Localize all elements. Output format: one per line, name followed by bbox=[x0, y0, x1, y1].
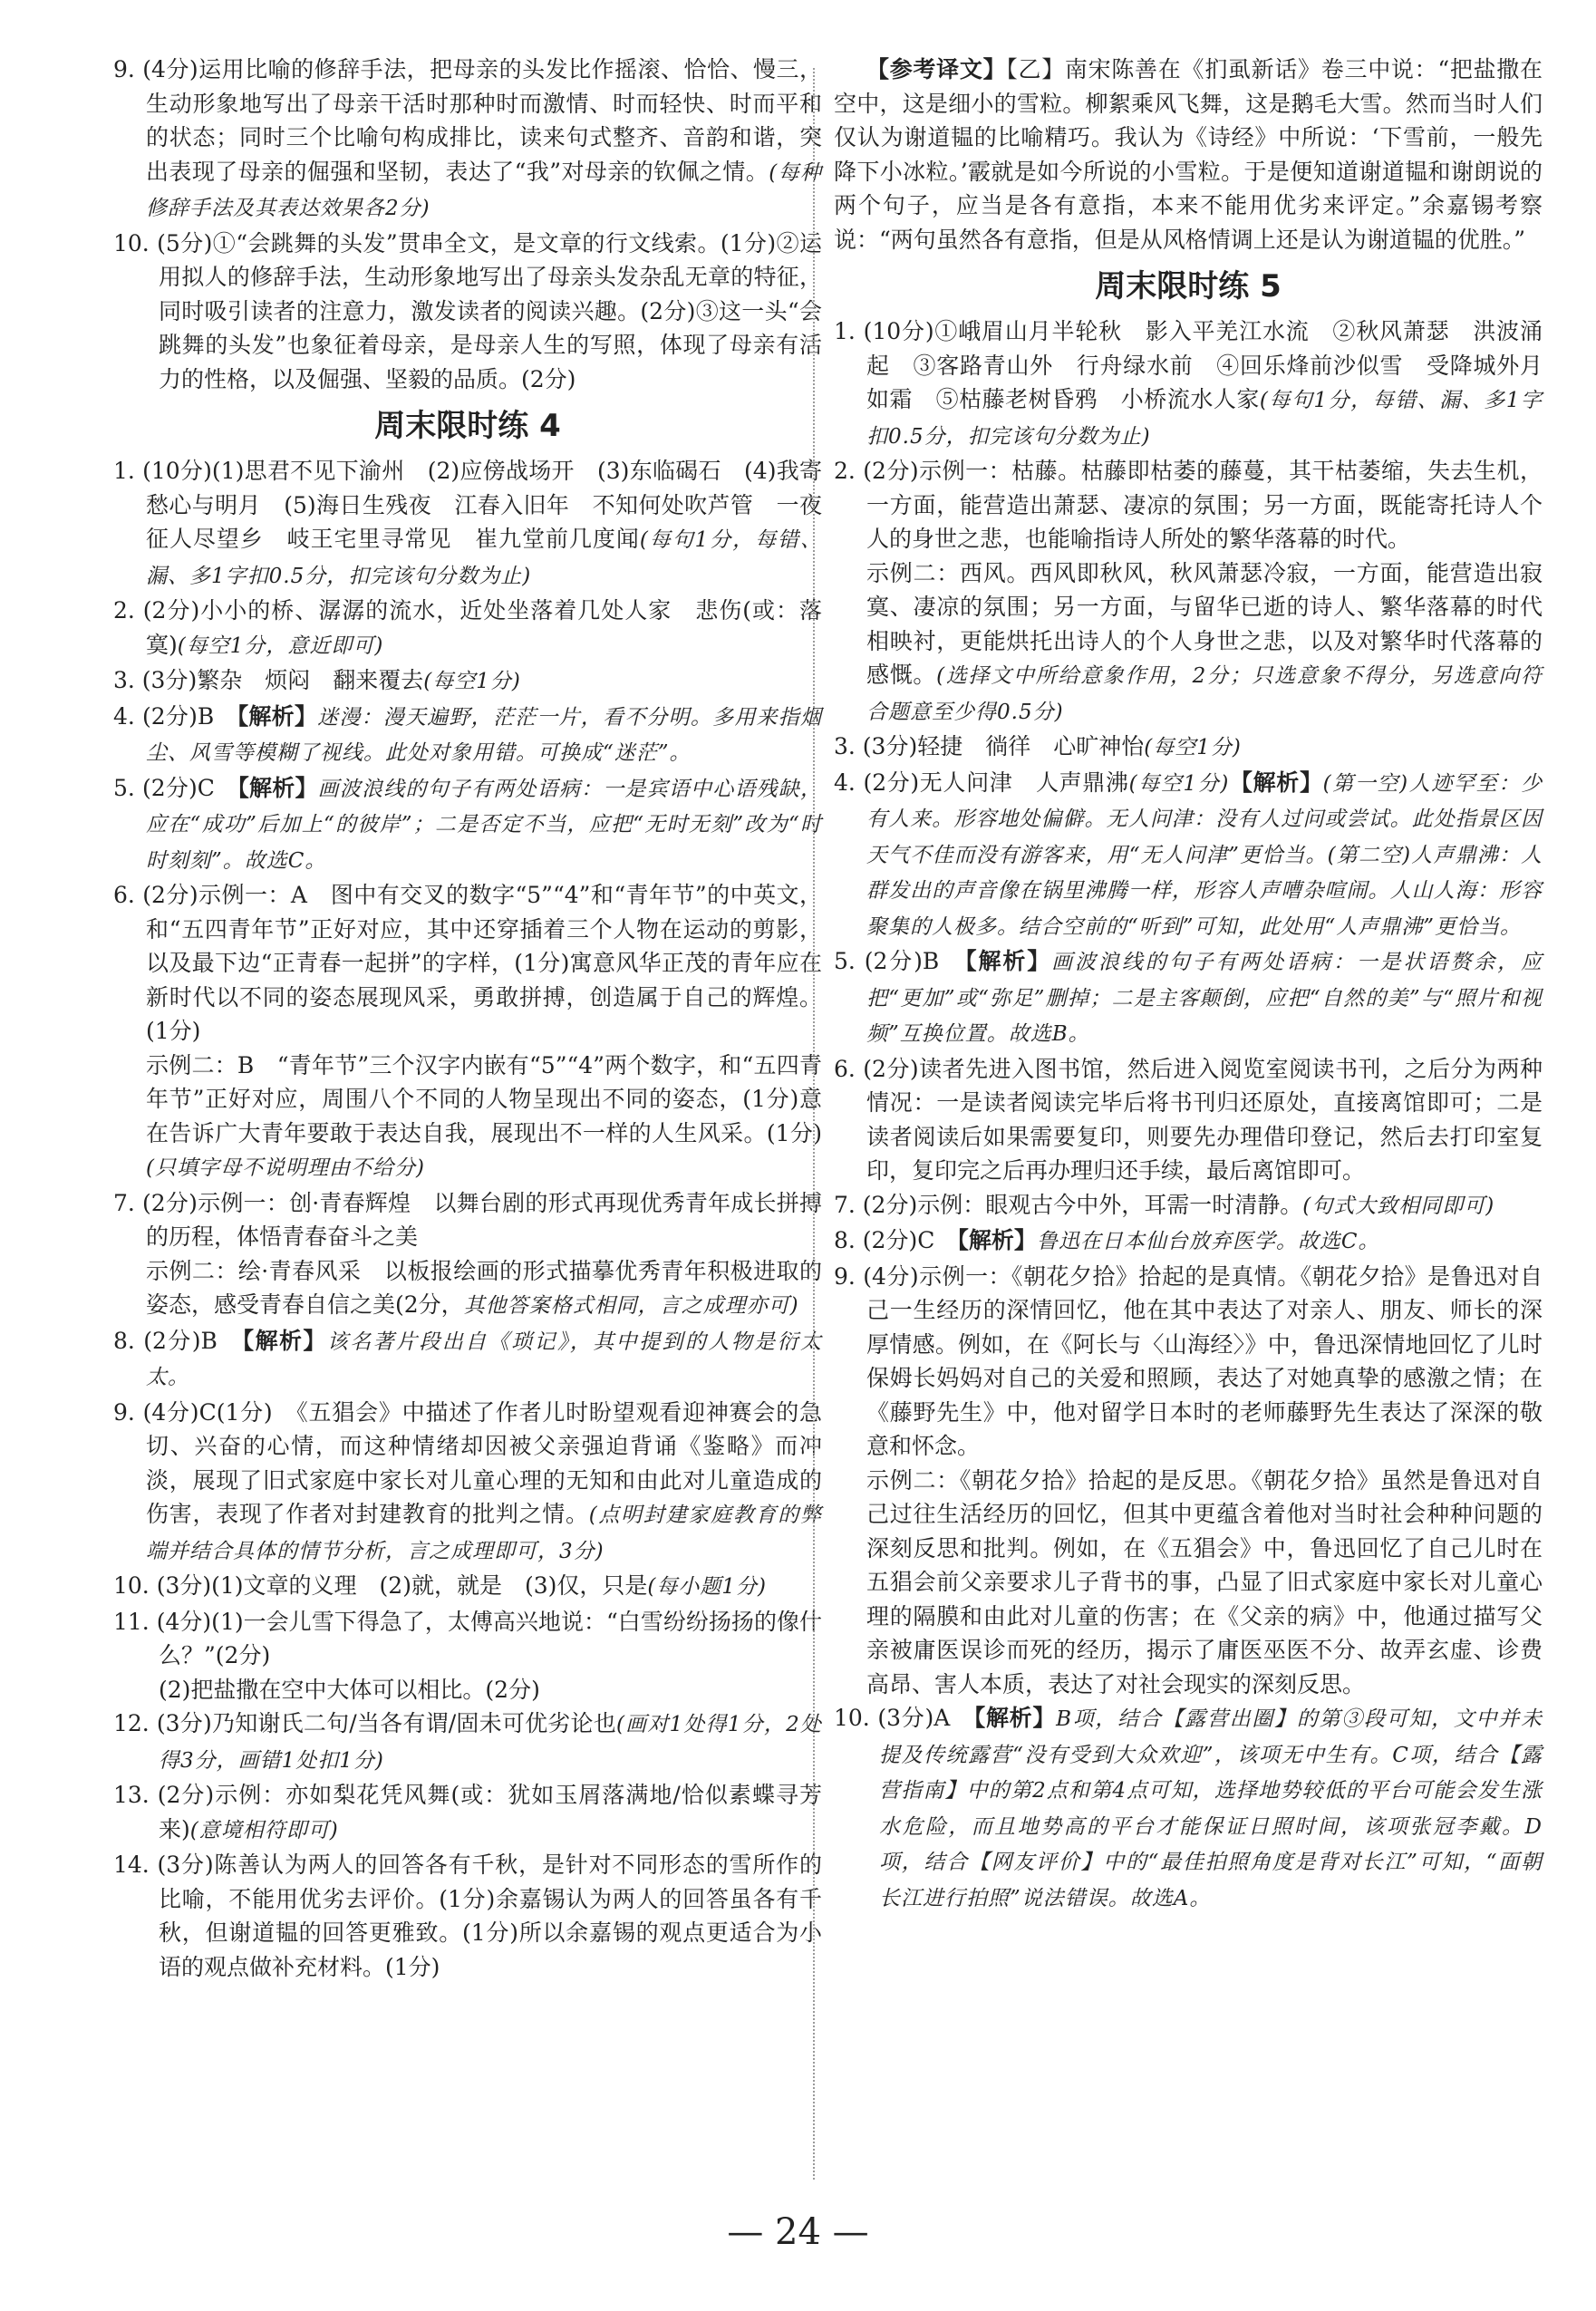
answer-item: 12. (3分)乃知谢氏二句/当各有谓/固未可优劣论也(画对1处得1分，2处得3分，画错1处扣1分) bbox=[113, 1710, 822, 1773]
answer-item: 2. (2分)小小的桥、潺潺的流水，近处坐落着几处人家 悲伤(或：落寞)(每空1分，意近即可) bbox=[113, 597, 822, 658]
section-title: 周末限时练 5 bbox=[1095, 268, 1282, 305]
answer-item: 6. (2分)读者先进入图书馆，然后进入阅览室阅读书刊，之后分为两种情况：一是读者阅读完毕后将书刊归还原处，直接离馆即可；二是读者阅读后如果需要复印，则要先办理借印登记，然后去打印室复印，复印完之后再办理归还手续，最后离馆即可。 bbox=[834, 1055, 1543, 1184]
answer-item: 10. (3分)A 【解析】B项，结合【露营出圈】的第③段可知，文中并未提及传统露营“没有受到大众欢迎”，该项无中生有。C项，结合【露营指南】中的第2点和第4点可知，选择地势较低的平台可能会发生涨水危险，而且地势高的平台才能保证日照时间，该项张冠李戴。D项，结合【网友评价】中的“最佳拍照角度是背对长江”可知，“面朝长江进行拍照”说法错误。故选A。 bbox=[834, 1705, 1543, 1910]
answer-item: 6. (2分)示例一：A 图中有交叉的数字“5”“4”和“青年节”的中英文，和“五四青年节”正好对应，其中还穿插着三个人物在运动的剪影，以及最下边“正青春一起拼”的字样，(1分)寓意风华正茂的青年应在新时代以不同的姿态展现风采，勇敢拼搏，创造属于自己的辉煌。(1分) bbox=[113, 882, 822, 1044]
left-column bbox=[113, 53, 822, 1984]
answer-continuation: (2)把盐撒在空中大体可以相比。(2分) bbox=[159, 1676, 540, 1703]
answer-item: 10. (3分)(1)文章的义理 (2)就，就是 (3)仅，只是(每小题1分) bbox=[113, 1572, 767, 1599]
reference-translation: 【参考译文】【乙】南宋陈善在《扪虱新话》卷三中说：“把盐撒在空中，这是细小的雪粒。柳絮乘风飞舞，这是鹅毛大雪。然而当时人们仅认为谢道韫的比喻精巧。我认为《诗经》中所说：‘下雪前，一般先降下小冰粒。’霰就是如今所说的小雪粒。于是便知道谢道韫和谢朗说的两个句子，应当是各有意指，本来不能用优劣来评定。”余嘉锡考察说：“两句虽然各有意指，但是从风格情调上还是认为谢道韫的优胜。” bbox=[834, 56, 1543, 253]
answer-item: 2. (2分)示例一：枯藤。枯藤即枯萎的藤蔓，其干枯萎缩，失去生机，一方面，能营造出萧瑟、凄凉的氛围；另一方面，既能寄托诗人个人的身世之悲，也能喻指诗人所处的繁华落幕的时代。 bbox=[834, 458, 1543, 552]
answer-item: 4. (2分)无人问津 人声鼎沸(每空1分)【解析】(第一空)人迹罕至：少有人来。形容地处偏僻。无人问津：没有人过问或尝试。此处指景区因天气不佳而没有游客来，用“无人问津”更恰当。(第二空)人声鼎沸：人群发出的声音像在锅里沸腾一样，形容人声嘈杂喧闹。人山人海：形容聚集的人极多。结合空前的“听到”可知，此处用“人声鼎沸”更恰当。 bbox=[834, 769, 1543, 939]
answer-continuation: 示例二：绘·青春风采 以板报绘画的形式描摹优秀青年积极进取的姿态，感受青春自信之美(2分，其他答案格式相同，言之成理亦可) bbox=[146, 1257, 822, 1318]
answer-continuation: 示例二：西风。西风即秋风，秋风萧瑟冷寂，一方面，能营造出寂寞、凄凉的氛围；另一方面，与留华已逝的诗人、繁华落幕的时代相映衬，更能烘托出诗人的个人身世之悲，以及对繁华时代落幕的感慨。(选择文中所给意象作用，2分；只选意象不得分，另选意向符合题意至少得0.5分) bbox=[866, 559, 1543, 724]
answer-item: 5. (2分)C 【解析】画波浪线的句子有两处语病：一是宾语中心语残缺，应在“成功”后加上“的彼岸”；二是否定不当，应把“无时无刻”改为“时时刻刻”。故选C。 bbox=[113, 774, 822, 873]
answer-item: 1. (10分)(1)思君不见下渝州 (2)应傍战场开 (3)东临碣石 (4)我寄愁心与明月 (5)海日生残夜 江春入旧年 不知何处吹芦管 一夜征人尽望乡 岐王宅里寻常见 崔九堂前几度闻(每句1分，每错、漏、多1字扣0.5分，扣完该句分数为止) bbox=[113, 458, 822, 588]
answer-item: 14. (3分)陈善认为两人的回答各有千秋，是针对不同形态的雪所作的比喻，不能用优劣去评价。(1分)余嘉锡认为两人的回答虽各有千秋，但谢道韫的回答更雅致。(1分)所以余嘉锡的观点更适合为小语的观点做补充材料。(1分) bbox=[113, 1852, 822, 1980]
answer-item: 8. (2分)C 【解析】鲁迅在日本仙台放弃医学。故选C。 bbox=[834, 1227, 1380, 1253]
answer-item: 1. (10分)①峨眉山月半轮秋 影入平羌江水流 ②秋风萧瑟 洪波涌起 ③客路青山外 行舟绿水前 ④回乐烽前沙似雪 受降城外月如霜 ⑤枯藤老树昏鸦 小桥流水人家(每句1分，每错、漏、多1字扣0.5分，扣完该句分数为止) bbox=[834, 318, 1543, 449]
answer-item: 4. (2分)B 【解析】迷漫：漫天遍野，茫茫一片，看不分明。多用来指烟尘、风雪等模糊了视线。此处对象用错。可换成“迷茫”。 bbox=[113, 702, 822, 765]
column-divider bbox=[813, 68, 815, 2180]
answer-item: 3. (3分)轻捷 徜徉 心旷神怡(每空1分) bbox=[834, 733, 1242, 759]
answer-item: 9. (4分)C(1分) 《五猖会》中描述了作者儿时盼望观看迎神赛会的急切、兴奋的心情，而这种情绪却因被父亲强迫背诵《鉴略》而冲淡，展现了旧式家庭中家长对儿童心理的无知和由此对儿童造成的伤害，表现了作者对封建教育的批判之情。(点明封建家庭教育的弊端并结合具体的情节分析，言之成理即可，3分) bbox=[113, 1398, 822, 1563]
answer-continuation: 示例二：《朝花夕拾》拾起的是反思。《朝花夕拾》虽然是鲁迅对自己过往生活经历的回忆，但其中更蕴含着他对当时社会种种问题的深刻反思和批判。例如，在《五猖会》中，鲁迅回忆了自己儿时在五猖会前父亲要求儿子背书的事，凸显了旧式家庭中家长对儿童心理的隔膜和由此对儿童的伤害；在《父亲的病》中，他通过描写父亲被庸医误诊而死的经历，揭示了庸医巫医不分、故弄玄虚、诊费高昂、害人本质，表达了对社会现实的深刻反思。 bbox=[866, 1466, 1543, 1697]
answer-item: 10. (5分)①“会跳舞的头发”贯串全文，是文章的行文线索。(1分)②运用拟人的修辞手法，生动形象地写出了母亲头发杂乱无章的特征，同时吸引读者的注意力，激发读者的阅读兴趣。(2分)③这一头“会跳舞的头发”也象征着母亲，是母亲人生的写照，体现了母亲有活力的性格，以及倔强、坚毅的品质。(2分) bbox=[113, 229, 822, 392]
answer-item: 9. (4分)示例一：《朝花夕拾》拾起的是真情。《朝花夕拾》是鲁迅对自己一生经历的深情回忆，他在其中表达了对亲人、朋友、师长的深厚情感。例如，在《阿长与〈山海经〉》中，鲁迅深情地回忆了儿时保姆长妈妈对自己的关爱和照顾，表达了对她真挚的感激之情；在《藤野先生》中，他对留学日本时的老师藤野先生表达了深深的敬意和怀念。 bbox=[834, 1262, 1543, 1459]
right-column bbox=[834, 53, 1543, 1916]
answer-item: 9. (4分)运用比喻的修辞手法，把母亲的头发比作摇滚、恰恰、慢三，生动形象地写出了母亲干活时那种时而激情、时而轻快、时而平和的状态；同时三个比喻句构成排比，读来句式整齐、音韵和谐，突出表现了母亲的倔强和坚韧，表达了“我”对母亲的钦佩之情。(每种修辞手法及其表达效果各2分) bbox=[113, 56, 822, 220]
answer-item: 11. (4分)(1)一会儿雪下得急了，太傅高兴地说：“白雪纷纷扬扬的像什么？”(2分) bbox=[113, 1608, 822, 1668]
answer-continuation: 示例二：B “青年节”三个汉字内嵌有“5”“4”两个数字，和“五四青年节”正好对应，周围八个不同的人物呈现出不同的姿态，(1分)意在告诉广大青年要敢于表达自我，展现出不一样的人生风采。(1分)(只填字母不说明理由不给分) bbox=[146, 1051, 822, 1180]
section-title: 周末限时练 4 bbox=[374, 408, 561, 444]
answer-item: 7. (2分)示例一：创·青春辉煌 以舞台剧的形式再现优秀青年成长拼搏的历程，体悟青春奋斗之美 bbox=[113, 1189, 822, 1250]
answer-item: 8. (2分)B 【解析】该名著片段出自《琐记》，其中提到的人物是衍太太。 bbox=[113, 1327, 822, 1389]
answer-item: 13. (2分)示例：亦如梨花凭风舞(或：犹如玉屑落满地/恰似素蝶寻芳来)(意境相符即可) bbox=[113, 1782, 822, 1842]
answer-item: 7. (2分)示例：眼观古今中外，耳需一时清静。(句式大致相同即可) bbox=[834, 1191, 1495, 1218]
answer-item: 3. (3分)繁杂 烦闷 翻来覆去(每空1分) bbox=[113, 667, 521, 693]
answer-item: 5. (2分)B 【解析】画波浪线的句子有两处语病：一是状语赘余，应把“更加”或“弥足”删掉；二是主客颠倒，应把“自然的美”与“照片和视频”互换位置。故选B。 bbox=[834, 948, 1543, 1046]
page-number: — 24 — bbox=[727, 2211, 869, 2253]
